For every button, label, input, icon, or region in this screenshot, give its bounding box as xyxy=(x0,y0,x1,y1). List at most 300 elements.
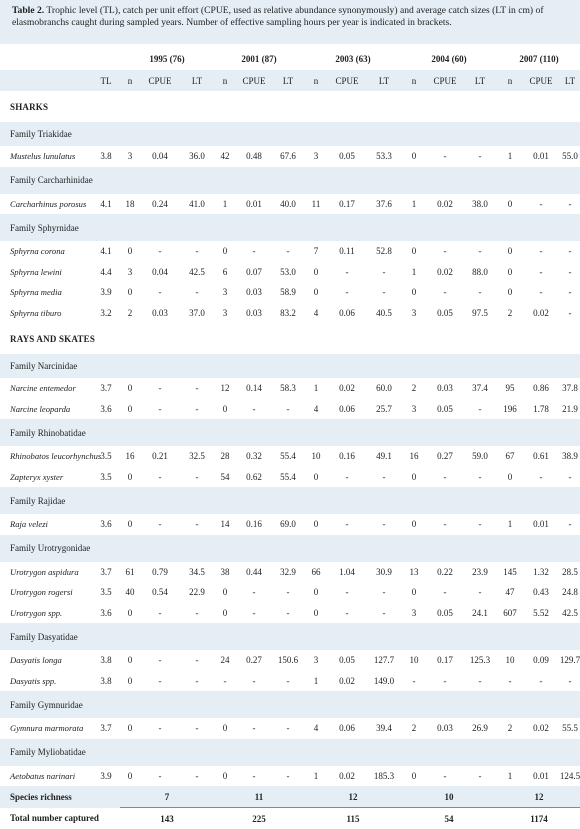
table-cell: 3.8 xyxy=(92,650,120,671)
table-cell: 55.4 xyxy=(272,446,304,467)
table-cell: 1 xyxy=(496,514,524,535)
table-cell: - xyxy=(464,766,496,787)
table-cell: 0.09 xyxy=(524,650,558,671)
table-cell: 0 xyxy=(402,514,426,535)
table-cell: 0 xyxy=(120,282,140,303)
table-cell: - xyxy=(558,262,580,283)
summary-value: 143 xyxy=(120,808,214,829)
column-header: CPUE xyxy=(140,70,180,91)
table-cell: 10 xyxy=(402,650,426,671)
year-header: 1995 (76) xyxy=(120,47,214,70)
table-caption xyxy=(0,0,580,44)
table-cell: 0.06 xyxy=(328,399,366,420)
column-header: TL xyxy=(92,70,120,91)
table-cell: 0 xyxy=(304,603,328,624)
table-cell: 0.16 xyxy=(236,514,272,535)
family-name: Family Rajidae xyxy=(0,487,580,514)
summary-label: Total number captured xyxy=(0,808,120,829)
table-cell: 0.02 xyxy=(328,766,366,787)
table-cell: 0.32 xyxy=(236,446,272,467)
table-cell: 26.9 xyxy=(464,718,496,739)
table-cell: 3.8 xyxy=(92,671,120,692)
species-name: Carcharhinus porosus xyxy=(0,194,92,215)
table-cell: - xyxy=(366,603,402,624)
table-cell: 0.27 xyxy=(426,446,464,467)
table-cell: - xyxy=(558,194,580,215)
table-cell: 0 xyxy=(304,262,328,283)
table-cell: 0 xyxy=(214,399,236,420)
table-cell: - xyxy=(236,671,272,692)
family-row xyxy=(0,487,580,514)
table-cell: 0 xyxy=(402,146,426,167)
table-cell: 0.01 xyxy=(236,194,272,215)
family-name: Family Triakidae xyxy=(0,122,580,146)
table-cell: 3 xyxy=(402,303,426,324)
table-cell: 0.06 xyxy=(328,718,366,739)
table-cell: - xyxy=(140,241,180,262)
table-cell: - xyxy=(180,766,214,787)
table-cell: 0.03 xyxy=(236,303,272,324)
table-cell: - xyxy=(464,146,496,167)
table-cell: 59.0 xyxy=(464,446,496,467)
table-cell: 39.4 xyxy=(366,718,402,739)
table-cell: 38.0 xyxy=(464,194,496,215)
table-cell: 3.2 xyxy=(92,303,120,324)
species-name: Sphyrna media xyxy=(0,282,92,303)
table-cell: - xyxy=(464,282,496,303)
table-cell: 3.7 xyxy=(92,718,120,739)
table-cell: 32.9 xyxy=(272,562,304,583)
family-name: Family Myliobatidae xyxy=(0,739,580,766)
table-cell: 150.6 xyxy=(272,650,304,671)
table-cell: 0.06 xyxy=(328,303,366,324)
family-row xyxy=(0,214,580,241)
table-cell: 0.03 xyxy=(140,303,180,324)
table-cell: 0 xyxy=(214,603,236,624)
family-name: Family Narcinidae xyxy=(0,354,580,378)
table-cell: 0.01 xyxy=(524,146,558,167)
table-cell: 30.9 xyxy=(366,562,402,583)
table-cell: - xyxy=(524,194,558,215)
table-cell: 28.5 xyxy=(558,562,580,583)
table-cell: - xyxy=(366,467,402,488)
table-cell: 3.6 xyxy=(92,514,120,535)
table-cell: - xyxy=(464,241,496,262)
table-cell: 32.5 xyxy=(180,446,214,467)
year-header: 2007 (110) xyxy=(496,47,580,70)
table-cell: 3 xyxy=(120,262,140,283)
summary-value: 7 xyxy=(120,786,214,808)
table-cell: - xyxy=(180,282,214,303)
column-header: n xyxy=(402,70,426,91)
table-cell: 0 xyxy=(120,603,140,624)
table-cell: 0.03 xyxy=(236,282,272,303)
table-cell: - xyxy=(236,603,272,624)
summary-row xyxy=(0,808,580,829)
species-row xyxy=(0,718,580,739)
species-name: Sphyrna lewini xyxy=(0,262,92,283)
table-cell: - xyxy=(426,282,464,303)
table-cell: 0.03 xyxy=(426,718,464,739)
table-cell: - xyxy=(366,262,402,283)
table-cell: 129.7 xyxy=(558,650,580,671)
species-name: Mustelus lunulatus xyxy=(0,146,92,167)
table-cell: 0.05 xyxy=(426,399,464,420)
table-cell: - xyxy=(236,718,272,739)
table-cell: - xyxy=(558,671,580,692)
species-row xyxy=(0,562,580,583)
table-cell: 25.7 xyxy=(366,399,402,420)
table-cell: 0 xyxy=(304,582,328,603)
species-name: Rhinobatos leucorhynchus xyxy=(0,446,92,467)
table-cell: 124.5 xyxy=(558,766,580,787)
column-header: CPUE xyxy=(328,70,366,91)
species-name: Sphyrna tiburo xyxy=(0,303,92,324)
table-cell: - xyxy=(366,282,402,303)
table-cell: 55.0 xyxy=(558,146,580,167)
table-cell: 58.3 xyxy=(272,378,304,399)
table-cell: 0.02 xyxy=(426,262,464,283)
table-cell: - xyxy=(464,399,496,420)
table-cell: 22.9 xyxy=(180,582,214,603)
table-cell: - xyxy=(558,241,580,262)
family-name: Family Carcharhinidae xyxy=(0,167,580,194)
table-cell: - xyxy=(140,399,180,420)
table-cell: 3 xyxy=(214,282,236,303)
table-cell: 42.5 xyxy=(558,603,580,624)
table-cell: 0 xyxy=(214,582,236,603)
table-cell: 21.9 xyxy=(558,399,580,420)
table-cell: 37.0 xyxy=(180,303,214,324)
table-cell: 54 xyxy=(214,467,236,488)
table-cell: 4 xyxy=(304,399,328,420)
column-header-row xyxy=(0,70,580,91)
table-cell: 145 xyxy=(496,562,524,583)
table-cell: 58.9 xyxy=(272,282,304,303)
table-cell: 0.03 xyxy=(426,378,464,399)
table-cell: 2 xyxy=(496,303,524,324)
table-cell: 0.07 xyxy=(236,262,272,283)
table-cell: - xyxy=(272,399,304,420)
table-cell: - xyxy=(426,514,464,535)
column-header: CPUE xyxy=(426,70,464,91)
table-cell: 0.02 xyxy=(524,718,558,739)
table-cell: 24.1 xyxy=(464,603,496,624)
table-cell: - xyxy=(180,378,214,399)
column-header: LT xyxy=(180,70,214,91)
table-cell: 18 xyxy=(120,194,140,215)
table-cell: 0 xyxy=(214,241,236,262)
summary-label: Species richness xyxy=(0,786,120,808)
table-cell: 0.22 xyxy=(426,562,464,583)
table-cell: - xyxy=(140,766,180,787)
table-cell: 60.0 xyxy=(366,378,402,399)
table-cell: 42 xyxy=(214,146,236,167)
table-cell: - xyxy=(180,399,214,420)
summary-row xyxy=(0,786,580,808)
table-cell: - xyxy=(558,467,580,488)
table-cell: - xyxy=(464,671,496,692)
table-cell: - xyxy=(558,282,580,303)
table-cell: 11 xyxy=(304,194,328,215)
table-cell: 3 xyxy=(402,603,426,624)
table-cell: 0.01 xyxy=(524,514,558,535)
species-name: Raja velezi xyxy=(0,514,92,535)
year-header: 2004 (60) xyxy=(402,47,496,70)
table-cell: 40.5 xyxy=(366,303,402,324)
family-name: Family Gymnuridae xyxy=(0,691,580,718)
table-cell: - xyxy=(524,241,558,262)
table-cell: - xyxy=(180,514,214,535)
table-cell: 0.11 xyxy=(328,241,366,262)
table-cell: 0.86 xyxy=(524,378,558,399)
table-cell: - xyxy=(272,241,304,262)
table-cell: - xyxy=(140,718,180,739)
table-cell: - xyxy=(524,282,558,303)
table-cell: 1 xyxy=(304,671,328,692)
table-cell: 42.5 xyxy=(180,262,214,283)
table-cell: 3.8 xyxy=(92,146,120,167)
section-row xyxy=(0,323,580,354)
table-cell: 0.02 xyxy=(426,194,464,215)
table-cell: 3 xyxy=(402,399,426,420)
table-cell: - xyxy=(180,671,214,692)
species-row xyxy=(0,399,580,420)
table-cell: - xyxy=(140,671,180,692)
table-cell: 37.8 xyxy=(558,378,580,399)
species-row xyxy=(0,671,580,692)
table-cell: 0.43 xyxy=(524,582,558,603)
column-header: LT xyxy=(272,70,304,91)
table-cell: - xyxy=(366,514,402,535)
table-cell: 6 xyxy=(214,262,236,283)
table-cell: - xyxy=(328,467,366,488)
species-name: Urotrygon spp. xyxy=(0,603,92,624)
table-cell: - xyxy=(140,603,180,624)
table-cell: 1.32 xyxy=(524,562,558,583)
section-title: RAYS AND SKATES xyxy=(0,323,580,354)
table-cell: - xyxy=(272,603,304,624)
table-cell: 0.02 xyxy=(328,671,366,692)
table-cell: 67 xyxy=(496,446,524,467)
table-cell: 0 xyxy=(402,766,426,787)
table-cell: 52.8 xyxy=(366,241,402,262)
table-cell: - xyxy=(140,282,180,303)
table-cell: 0 xyxy=(120,766,140,787)
species-row xyxy=(0,378,580,399)
table-cell: - xyxy=(180,603,214,624)
table-cell: - xyxy=(180,718,214,739)
table-cell: - xyxy=(180,467,214,488)
table-cell: 1 xyxy=(304,766,328,787)
table-cell: 0 xyxy=(120,671,140,692)
table-cell: 10 xyxy=(304,446,328,467)
table-cell: 3.7 xyxy=(92,562,120,583)
table-cell: 2 xyxy=(402,718,426,739)
table-cell: - xyxy=(558,303,580,324)
table-cell: - xyxy=(426,671,464,692)
family-row xyxy=(0,535,580,562)
table-cell: 0.17 xyxy=(328,194,366,215)
table-cell: 185.3 xyxy=(366,766,402,787)
table-cell: 0.02 xyxy=(328,378,366,399)
table-cell: 0.21 xyxy=(140,446,180,467)
table-cell: 24 xyxy=(214,650,236,671)
column-header: CPUE xyxy=(524,70,558,91)
species-row xyxy=(0,766,580,787)
table-cell: - xyxy=(328,603,366,624)
species-name: Aetobatus narinari xyxy=(0,766,92,787)
column-header: n xyxy=(120,70,140,91)
table-cell: 3.5 xyxy=(92,446,120,467)
year-header: 2003 (63) xyxy=(304,47,402,70)
table-cell: 1.78 xyxy=(524,399,558,420)
table-cell: 1 xyxy=(214,194,236,215)
table-cell: 0 xyxy=(402,241,426,262)
family-row xyxy=(0,623,580,650)
table-cell: 67.6 xyxy=(272,146,304,167)
table-cell: 53.0 xyxy=(272,262,304,283)
column-header: n xyxy=(214,70,236,91)
table-cell: - xyxy=(524,671,558,692)
table-cell: 0.27 xyxy=(236,650,272,671)
species-name: Urotrygon aspidura xyxy=(0,562,92,583)
year-header-row xyxy=(0,47,580,70)
table-cell: 0 xyxy=(120,399,140,420)
table-cell: 55.5 xyxy=(558,718,580,739)
table-cell: 0.24 xyxy=(140,194,180,215)
table-cell: - xyxy=(272,671,304,692)
summary-value: 12 xyxy=(304,786,402,808)
table-cell: 0 xyxy=(120,514,140,535)
table-cell: 66 xyxy=(304,562,328,583)
table-cell: 7 xyxy=(304,241,328,262)
species-row xyxy=(0,582,580,603)
column-header: LT xyxy=(464,70,496,91)
table-cell: 0 xyxy=(120,467,140,488)
table-cell: 95 xyxy=(496,378,524,399)
table-cell: 41.0 xyxy=(180,194,214,215)
species-row xyxy=(0,303,580,324)
table-cell: - xyxy=(140,650,180,671)
table-cell: - xyxy=(366,582,402,603)
table-cell: 0 xyxy=(120,378,140,399)
species-name: Gymnura marmorata xyxy=(0,718,92,739)
table-cell: 16 xyxy=(120,446,140,467)
species-name: Dasyatis longa xyxy=(0,650,92,671)
column-header: n xyxy=(496,70,524,91)
table-cell: 49.1 xyxy=(366,446,402,467)
species-name: Narcine leoparda xyxy=(0,399,92,420)
table-cell: 2 xyxy=(120,303,140,324)
table-cell: 28 xyxy=(214,446,236,467)
family-row xyxy=(0,122,580,146)
table-cell: 0 xyxy=(402,467,426,488)
species-row xyxy=(0,650,580,671)
table-cell: 0 xyxy=(304,467,328,488)
table-cell: 0.17 xyxy=(426,650,464,671)
table-cell: 47 xyxy=(496,582,524,603)
table-cell: 10 xyxy=(496,650,524,671)
table-cell: - xyxy=(402,671,426,692)
table-cell: 3 xyxy=(304,650,328,671)
table-cell: 38 xyxy=(214,562,236,583)
table-cell: 0 xyxy=(304,514,328,535)
table-cell: - xyxy=(140,514,180,535)
table-cell: - xyxy=(464,514,496,535)
table-cell: 5.52 xyxy=(524,603,558,624)
table-cell: 0.61 xyxy=(524,446,558,467)
table-cell: - xyxy=(180,650,214,671)
family-name: Family Rhinobatidae xyxy=(0,419,580,446)
table-cell: 12 xyxy=(214,378,236,399)
table-cell: 0.05 xyxy=(426,303,464,324)
table-cell: 4 xyxy=(304,303,328,324)
table-cell: 14 xyxy=(214,514,236,535)
table-cell: - xyxy=(464,467,496,488)
table-cell: - xyxy=(426,467,464,488)
species-row xyxy=(0,514,580,535)
table-cell: 125.3 xyxy=(464,650,496,671)
species-name: Dasyatis spp. xyxy=(0,671,92,692)
table-cell: 0 xyxy=(120,241,140,262)
table-cell: - xyxy=(180,241,214,262)
table-cell: 1 xyxy=(304,378,328,399)
table-cell: 0.04 xyxy=(140,146,180,167)
species-name: Zapteryx xyster xyxy=(0,467,92,488)
table-cell: 0.05 xyxy=(426,603,464,624)
family-name: Family Sphyrnidae xyxy=(0,214,580,241)
table-cell: - xyxy=(272,582,304,603)
table-cell: 53.3 xyxy=(366,146,402,167)
table-cell: - xyxy=(426,582,464,603)
table-cell: - xyxy=(328,514,366,535)
table-cell: 4.1 xyxy=(92,241,120,262)
table-cell: - xyxy=(426,146,464,167)
table-cell: 0.48 xyxy=(236,146,272,167)
table-cell: 0.79 xyxy=(140,562,180,583)
summary-value: 11 xyxy=(214,786,304,808)
table-cell: 37.6 xyxy=(366,194,402,215)
elasmobranch-table xyxy=(0,47,580,829)
table-cell: 0.14 xyxy=(236,378,272,399)
table-body xyxy=(0,47,580,829)
table-cell: 0 xyxy=(496,241,524,262)
summary-value: 54 xyxy=(402,808,496,829)
summary-value: 115 xyxy=(304,808,402,829)
summary-value: 12 xyxy=(496,786,580,808)
table-cell: - xyxy=(140,467,180,488)
table-cell: 13 xyxy=(402,562,426,583)
family-row xyxy=(0,691,580,718)
species-row xyxy=(0,282,580,303)
column-header: n xyxy=(304,70,328,91)
table-cell: 69.0 xyxy=(272,514,304,535)
table-cell: - xyxy=(236,399,272,420)
table-cell: 0.44 xyxy=(236,562,272,583)
table-cell: 16 xyxy=(402,446,426,467)
table-cell: 61 xyxy=(120,562,140,583)
table-cell: 4 xyxy=(304,718,328,739)
table-cell: 38.9 xyxy=(558,446,580,467)
table-cell: 0 xyxy=(120,650,140,671)
table-cell: 0.01 xyxy=(524,766,558,787)
table-cell: 3 xyxy=(120,146,140,167)
table-cell: 1.04 xyxy=(328,562,366,583)
table-cell: 0 xyxy=(402,282,426,303)
species-row xyxy=(0,146,580,167)
table-cell: - xyxy=(272,766,304,787)
